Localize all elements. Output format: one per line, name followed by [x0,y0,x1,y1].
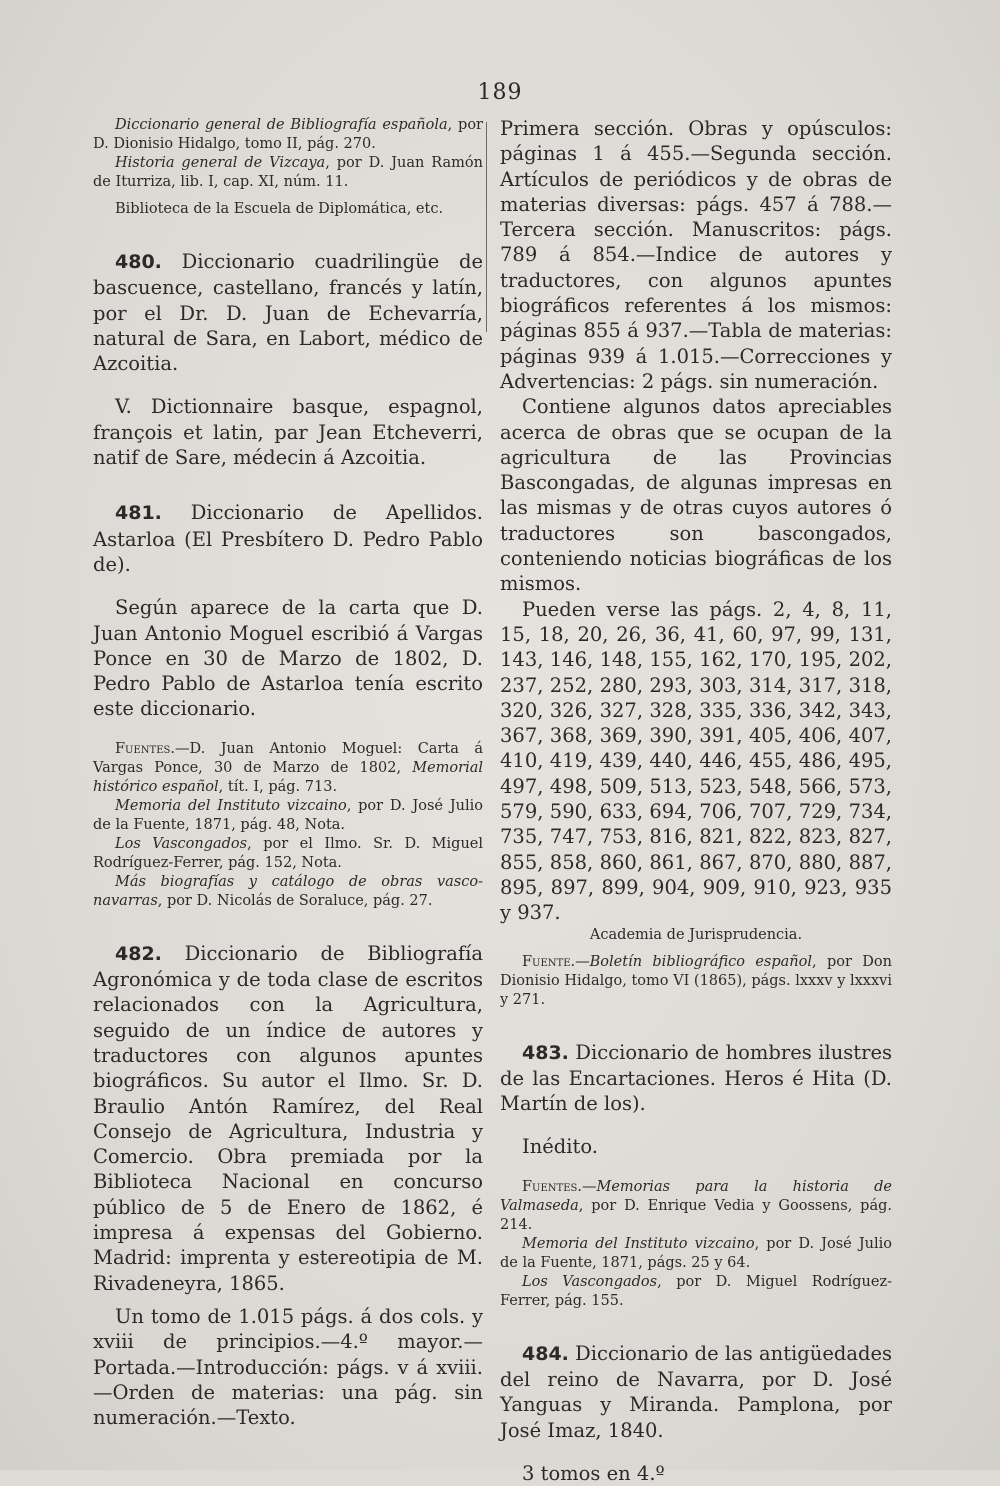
entry-number: 483. [522,1041,569,1064]
page-number: 189 [477,80,523,105]
entry-number: 481. [115,502,162,525]
entry-483-note: Inédito. [522,1135,598,1159]
reference-1: Diccionario general de Bibliografía española, por D. Dionisio Hidalgo, tomo II, pág. 270. [93,117,483,152]
left-column [93,116,483,1430]
entry-482-library: Academia de Jurisprudencia. [589,926,803,943]
entry-482: 482. Diccionario de Bibliografía Agronómica y de toda clase de escritos relacionados con la Agricultura, seguido de un índice de autores y traductores con algunos apuntes biográficos. Su autor el Ilmo. Sr. D. Braulio Antón Ramírez, del Real Consejo de Agricultura, Industria y Comercio. Obra premiada por la Biblioteca Nacional en concurso público de 5 de Enero de 1862, é impresa á expensas del Gobierno. Madrid: imprenta y estereotipia de M. Rivadeneyra, 1865. [93,941,483,1295]
entry-484-note: 3 tomos en 4.º [522,1461,665,1485]
entry-482-continuation: Primera sección. Obras y opúsculos: páginas 1 á 455.—Segunda sección. Artículos de periódicos y de obras de materias diversas: págs. 457 á 788.—Tercera sección. Manuscritos: págs. 789 á 854.—Indice de autores y traductores, con algunos apuntes biográficos referentes á los mismos: páginas 855 á 937.—Tabla de materias: páginas 939 á 1.015.—Correcciones y Advertencias: 2 págs. sin numeración. [500,117,892,393]
entry-483-source-2: Memoria del Instituto vizcaino, por D. José Julio de la Fuente, 1871, págs. 25 y 64. [500,1235,892,1271]
entry-483-source-3: Los Vascongados, por D. Miguel Rodríguez-Ferrer, pág. 155. [500,1273,892,1309]
entry-481-source-2: Memoria del Instituto vizcaino, por D. José Julio de la Fuente, 1871, pág. 48, Nota. [93,797,483,833]
entry-484: 484. Diccionario de las antigüedades del reino de Navarra, por D. José Yanguas y Miranda. Pamplona, por José Imaz, 1840. [500,1341,892,1442]
entry-number: 484. [522,1342,569,1365]
reference-2: Historia general de Vizcaya, por D. Juan Ramón de Iturriza, lib. I, cap. XI, núm. 11. [93,155,483,190]
entry-482-source: Fuente.—Boletín bibliográfico español, por Don Dionisio Hidalgo, tomo VI (1865), págs. lxxxv y lxxxvi y 271. [500,953,892,1008]
column-divider [486,122,487,332]
entry-482-description: Un tomo de 1.015 págs. á dos cols. y xviii de principios.—4.º mayor.—Portada.—Introducción: págs. v á xviii.—Orden de materias: una pág. sin numeración.—Texto. [93,1304,483,1430]
entry-481-source-3: Los Vascongados, por el Ilmo. Sr. D. Miguel Rodríguez-Ferrer, pág. 152, Nota. [93,835,483,871]
library-reference: Biblioteca de la Escuela de Diplomática, etc. [115,201,444,217]
right-column [500,116,892,1486]
entry-481-source-1: Fuentes.—D. Juan Antonio Moguel: Carta á Vargas Ponce, 30 de Marzo de 1802, Memorial histórico español, tít. I, pág. 713. [93,740,483,795]
entry-481: 481. Diccionario de Apellidos. Astarloa (El Presbítero D. Pedro Pablo de). [93,501,483,576]
entry-481-note: Según aparece de la carta que D. Juan Antonio Moguel escribió á Vargas Ponce en 30 de Marzo de 1802, D. Pedro Pablo de Astarloa tenía escrito este diccionario. [93,596,483,721]
entry-480-note: V. Dictionnaire basque, espagnol, françois et latin, par Jean Etcheverri, natif de Sare, médecin á Azcoitia. [93,395,483,470]
entry-number: 482. [115,942,162,965]
entry-483: 483. Diccionario de hombres ilustres de las Encartaciones. Heros é Hita (D. Martín de los). [500,1040,892,1116]
entry-number: 480. [115,251,162,273]
entry-482-contents: Contiene algunos datos apreciables acerca de obras que se ocupan de la agricultura de las Provincias Bascongadas, de algunas impresas en las mismas y de otras cuyos autores ó traductores son bascongados, conteniendo noticias biográficas de los mismos. [500,395,892,596]
entry-481-source-4: Más biografías y catálogo de obras vasco-navarras, por D. Nicolás de Soraluce, pág. 27. [93,873,483,909]
entry-480: 480. Diccionario cuadrilingüe de bascuence, castellano, francés y latín, por el Dr. D. Juan de Echevarría, natural de Sara, en Labort, médico de Azcoitia. [93,250,483,376]
entry-483-source-1: Fuentes.—Memorias para la historia de Valmaseda, por D. Enrique Vedia y Goossens, pág. 214. [500,1178,892,1233]
entry-482-pages: Pueden verse las págs. 2, 4, 8, 11, 15, 18, 20, 26, 36, 41, 60, 97, 99, 131, 143, 146, 148, 155, 162, 170, 195, 202, 237, 252, 280, 293, 303, 314, 317, 318, 320, 326, 327, 328, 335, 336, 342, 343, 367, 368, 369, 390, 391, 405, 406, 407, 410, 419, 439, 440, 446, 455, 486, 495, 497, 498, 509, 513, 523, 548, 566, 573, 579, 590, 633, 694, 706, 707, 729, 734, 735, 747, 753, 816, 821, 822, 823, 827, 855, 858, 860, 861, 867, 870, 880, 887, 895, 897, 899, 904, 909, 910, 923, 935 y 937. [500,597,892,925]
